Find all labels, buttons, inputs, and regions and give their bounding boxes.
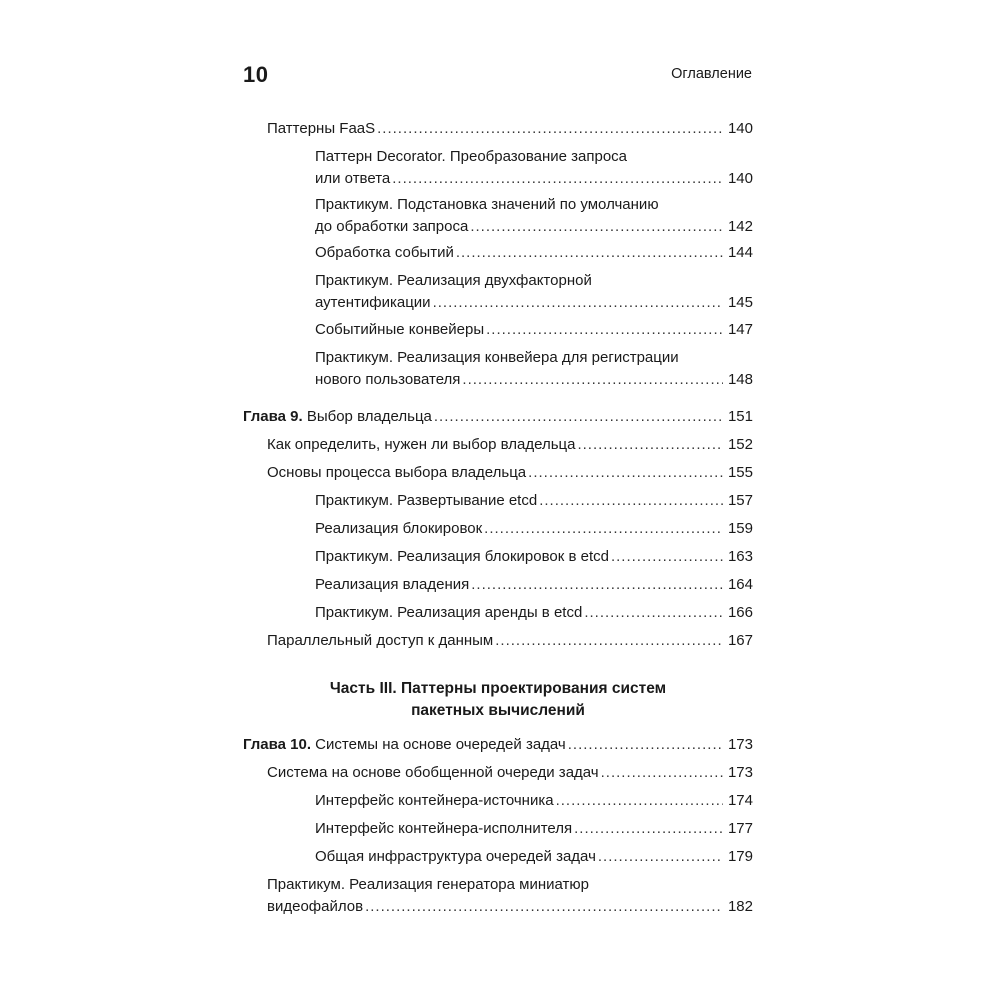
part-heading-line-2: пакетных вычислений xyxy=(411,702,585,719)
toc-entry: Практикум. Реализация блокировок в etcd ..... 163 xyxy=(243,546,753,568)
toc-entry: Общая инфраструктура очередей задач ..... 179 xyxy=(243,846,753,868)
toc-entry: Основы процесса выбора владельца ..... 155 xyxy=(243,462,753,484)
toc-entry: Как определить, нужен ли выбор владельца ..... 152 xyxy=(243,434,753,456)
toc-chapter-entry: Глава 9. Выбор владельца ..... 151 xyxy=(243,406,753,428)
toc-entry: Практикум. Реализация двухфакторной аутентификации ..... 145 xyxy=(243,270,753,314)
toc-entry: Паттерны FaaS ..... 140 xyxy=(243,118,753,140)
toc-entry: Событийные конвейеры ..... 147 xyxy=(243,319,753,341)
toc-chapter-entry: Глава 10. Системы на основе очередей задач ..... 173 xyxy=(243,734,753,756)
toc-entry: Интерфейс контейнера-исполнителя ..... 177 xyxy=(243,818,753,840)
toc-entry: Обработка событий ..... 144 xyxy=(243,242,753,264)
page-number: 10 xyxy=(243,62,269,87)
toc-entry: Практикум. Реализация конвейера для регистрации нового пользователя ..... 148 xyxy=(243,347,753,391)
toc-entry: Практикум. Развертывание etcd ..... 157 xyxy=(243,490,753,512)
toc-entry: Параллельный доступ к данным ..... 167 xyxy=(243,630,753,652)
toc-entry: Интерфейс контейнера-источника ..... 174 xyxy=(243,790,753,812)
toc-entry: Практикум. Реализация аренды в etcd ..... 166 xyxy=(243,602,753,624)
toc-entry: Реализация владения ..... 164 xyxy=(243,574,753,596)
part-heading-line-1: Часть III. Паттерны проектирования систем xyxy=(329,680,667,697)
toc-entry: Реализация блокировок ..... 159 xyxy=(243,518,753,540)
toc-entry: Практикум. Реализация генератора миниатюр видеофайлов ..... 182 xyxy=(243,874,753,918)
part-heading xyxy=(243,678,753,722)
toc-entry: Система на основе обобщенной очереди задач ..... 173 xyxy=(243,762,753,784)
toc-entry: Практикум. Подстановка значений по умолчанию до обработки запроса ..... 142 xyxy=(243,194,753,238)
running-title: Оглавление xyxy=(671,66,752,82)
toc-entry: Паттерн Decorator. Преобразование запроса или ответа ..... 140 xyxy=(243,146,753,190)
